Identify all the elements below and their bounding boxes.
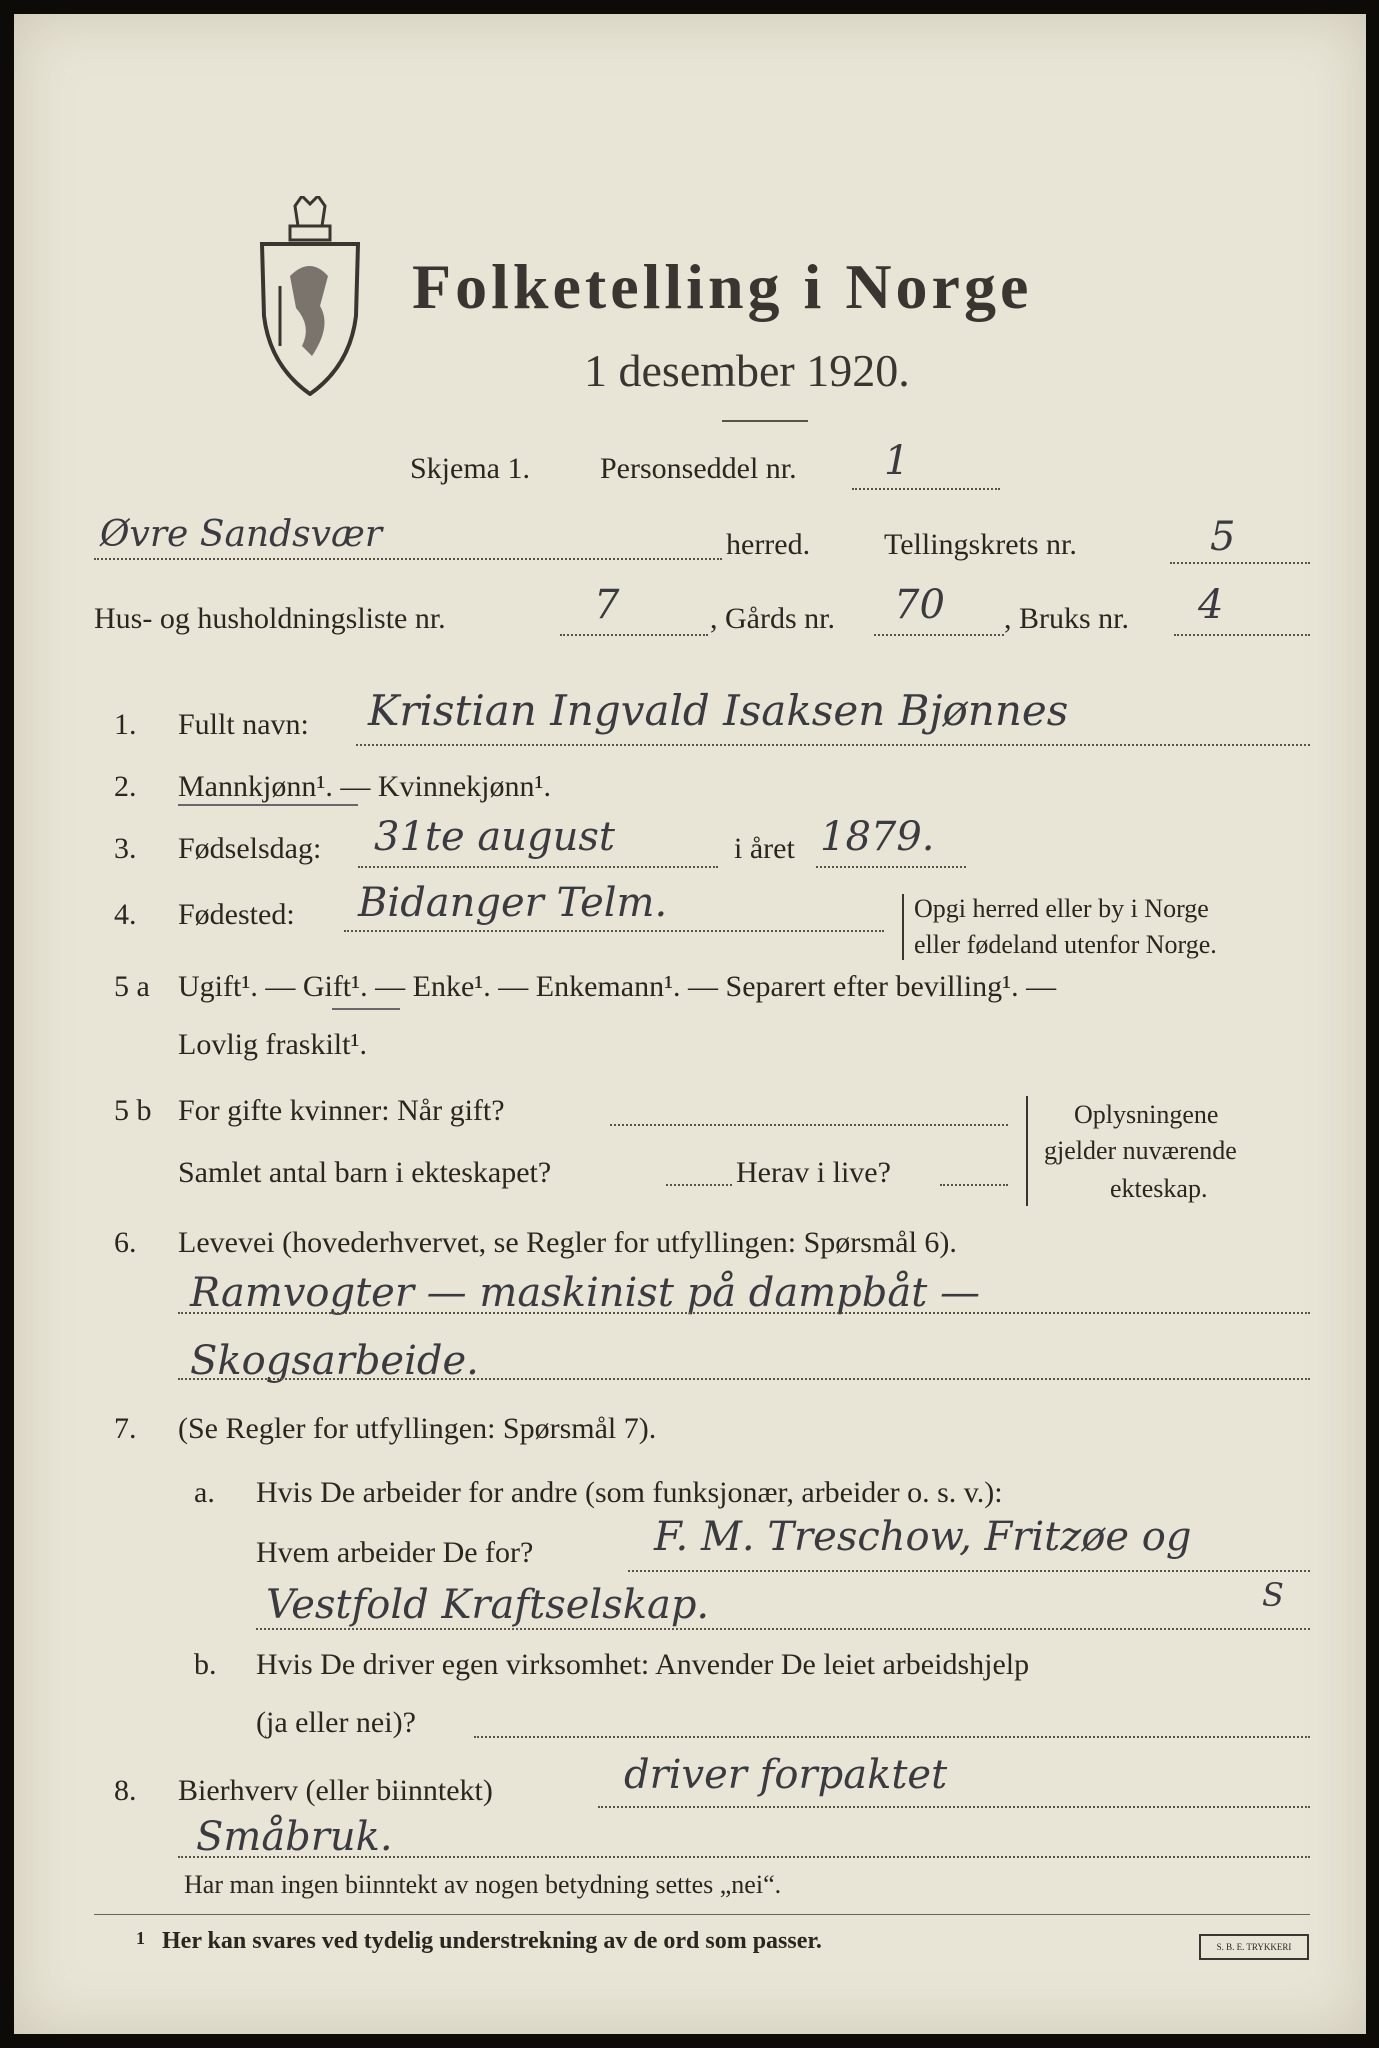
tellingskrets-value: 5 [1210, 514, 1236, 560]
title-divider [722, 420, 808, 422]
q1-label: Fullt navn: [178, 708, 309, 741]
birthplace-note-line1: Opgi herred eller by i Norge [914, 894, 1209, 923]
q7b-letter: b. [194, 1648, 217, 1681]
married-when-line [610, 1124, 1008, 1126]
personseddel-label: Personseddel nr. [600, 452, 797, 485]
personseddel-value: 1 [884, 438, 910, 484]
occupation-line1 [178, 1312, 1310, 1314]
page-title: Folketelling i Norge [412, 251, 1033, 322]
q7-number: 7. [114, 1412, 137, 1445]
tellingskrets-line [1170, 562, 1310, 564]
children-alive-line [940, 1184, 1008, 1186]
husliste-label: Hus- og husholdningsliste nr. [94, 602, 446, 635]
herred-value: Øvre Sandsvær [100, 514, 383, 555]
q4-label: Fødested: [178, 898, 295, 931]
q4-number: 4. [114, 898, 137, 931]
occupation-value-line1: Ramvogter — maskinist på dampbåt — [190, 1270, 980, 1316]
gender-options: Mannkjønn¹. — Kvinnekjønn¹. [178, 770, 551, 803]
q7b-label: Hvis De driver egen virksomhet: Anvender De leiet arbeidshjelp [256, 1648, 1030, 1681]
coat-of-arms-icon [250, 196, 370, 396]
marriage-note-brace [1026, 1096, 1028, 1206]
printer-stamp-text: S. B. E. TRYKKERI [1216, 1942, 1292, 1952]
bruks-line [1174, 634, 1310, 636]
children-total-line [666, 1184, 732, 1186]
marital-options: Ugift¹. — Gift¹. — Enke¹. — Enkemann¹. — Separert efter bevilling¹. — [178, 970, 1057, 1003]
side-income-line1 [598, 1806, 1310, 1808]
birthplace-note-brace [902, 894, 904, 960]
q7a-employer-label: Hvem arbeider De for? [256, 1536, 534, 1569]
husliste-line [560, 634, 708, 636]
birthplace-note-line2: eller fødeland utenfor Norge. [914, 930, 1217, 959]
employer-line1 [628, 1570, 1310, 1572]
marital-selected-underline [332, 1008, 400, 1010]
q5a-number: 5 a [114, 970, 150, 1003]
footnote-text: Her kan svares ved tydelig understrekning av de ord som passer. [162, 1928, 822, 1954]
q5b-number: 5 b [114, 1094, 152, 1127]
herred-label: herred. [726, 528, 811, 561]
printer-stamp [1199, 1934, 1309, 1960]
bruks-label: , Bruks nr. [1004, 602, 1130, 635]
personseddel-line [852, 488, 1000, 490]
birthday-value: 31te august [374, 814, 615, 860]
tellingskrets-label: Tellingskrets nr. [884, 528, 1077, 561]
occupation-value-line2: Skogsarbeide. [190, 1338, 479, 1384]
q3-label: Fødselsdag: [178, 832, 322, 865]
footnote-divider [94, 1914, 1310, 1915]
birthplace-value: Bidanger Telm. [358, 880, 668, 926]
schema-label: Skjema 1. [410, 452, 530, 485]
q6-number: 6. [114, 1226, 137, 1259]
gards-line [874, 634, 1004, 636]
gender-selected-underline [178, 804, 358, 806]
q2-number: 2. [114, 770, 137, 803]
q5b-children-label: Samlet antal barn i ekteskapet? [178, 1156, 552, 1189]
gards-label: , Gårds nr. [710, 602, 835, 635]
census-form [14, 14, 1366, 2034]
full-name-value: Kristian Ingvald Isaksen Bjønnes [368, 686, 1069, 735]
q7a-letter: a. [194, 1476, 215, 1509]
bruks-value: 4 [1198, 582, 1224, 628]
marital-options-cont: Lovlig fraskilt¹. [178, 1028, 367, 1061]
q7b-label2: (ja eller nei)? [256, 1706, 416, 1739]
hired-help-line [474, 1736, 1310, 1738]
employer-value-line1: F. M. Treschow, Fritzøe og [654, 1514, 1192, 1560]
birth-year-label: i året [734, 832, 795, 865]
q7-label: (Se Regler for utfyllingen: Spørsmål 7). [178, 1412, 657, 1445]
q7a-label: Hvis De arbeider for andre (som funksjonær, arbeider o. s. v.): [256, 1476, 1003, 1509]
q3-number: 3. [114, 832, 137, 865]
q8-number: 8. [114, 1774, 137, 1807]
occupation-line2 [178, 1378, 1310, 1380]
q6-label: Levevei (hovederhvervet, se Regler for utfyllingen: Spørsmål 6). [178, 1226, 957, 1259]
employer-line2 [256, 1628, 1310, 1630]
q5b-alive-label: Herav i live? [736, 1156, 891, 1189]
q1-number: 1. [114, 708, 137, 741]
marriage-note-line2: gjelder nuværende [1044, 1136, 1237, 1165]
side-income-line2 [178, 1856, 1310, 1858]
q1-line [356, 744, 1310, 746]
side-income-value-line1: driver forpaktet [624, 1752, 948, 1798]
birthplace-line [344, 930, 884, 932]
q8-label: Bierhverv (eller biinntekt) [178, 1774, 493, 1807]
side-income-note: Har man ingen biinntekt av nogen betydning settes „nei“. [184, 1870, 782, 1899]
marriage-note-line1: Oplysningene [1074, 1100, 1219, 1129]
employer-mark: S [1262, 1576, 1284, 1614]
employer-value-line2: Vestfold Kraftselskap. [266, 1582, 710, 1628]
herred-line [94, 558, 722, 560]
q5b-label: For gifte kvinner: Når gift? [178, 1094, 505, 1127]
side-income-value-line2: Småbruk. [196, 1814, 393, 1860]
birth-year-value: 1879. [820, 814, 935, 860]
marriage-note-line3: ekteskap. [1110, 1174, 1208, 1203]
gards-value: 70 [894, 582, 945, 628]
husliste-value: 7 [594, 582, 620, 628]
birth-year-line [816, 866, 966, 868]
footnote-mark: 1 [136, 1928, 145, 1948]
census-date: 1 desember 1920. [584, 345, 910, 396]
birthday-line [358, 866, 718, 868]
